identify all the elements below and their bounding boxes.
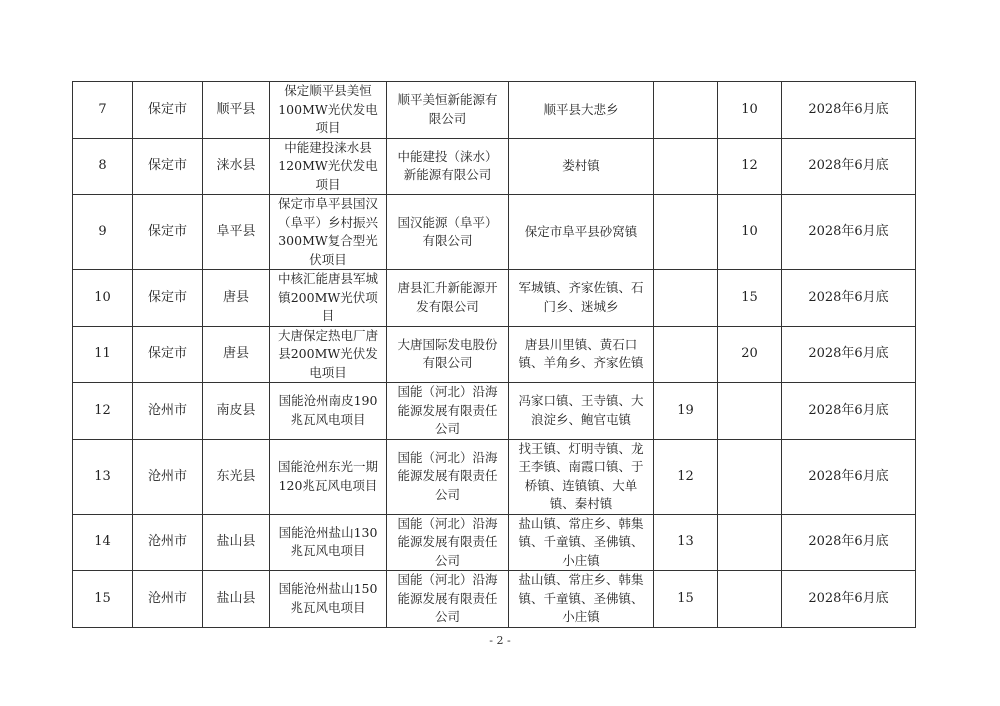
row-number-cell: 7 (73, 82, 133, 139)
county-cell: 涞水县 (203, 138, 270, 195)
row-number-cell: 14 (73, 514, 133, 571)
company-cell: 国能（河北）沿海能源发展有限责任公司 (387, 383, 509, 440)
location-cell: 盐山镇、常庄乡、韩集镇、千童镇、圣佛镇、小庄镇 (509, 571, 654, 628)
city-cell: 沧州市 (133, 514, 203, 571)
county-cell: 东光县 (203, 439, 270, 514)
county-cell: 阜平县 (203, 195, 270, 270)
deadline-cell: 2028年6月底 (782, 439, 916, 514)
project-name-cell: 国能沧州东光一期120兆瓦风电项目 (270, 439, 387, 514)
location-cell: 保定市阜平县砂窝镇 (509, 195, 654, 270)
location-cell: 顺平县大悲乡 (509, 82, 654, 139)
location-cell: 找王镇、灯明寺镇、龙王李镇、南霞口镇、于桥镇、连镇镇、大单镇、秦村镇 (509, 439, 654, 514)
row-number-cell: 10 (73, 270, 133, 327)
project-table-container (72, 81, 915, 628)
row-number-cell: 13 (73, 439, 133, 514)
solar-capacity-cell (718, 383, 782, 440)
city-cell: 保定市 (133, 138, 203, 195)
company-cell: 中能建投（涞水）新能源有限公司 (387, 138, 509, 195)
row-number-cell: 12 (73, 383, 133, 440)
solar-capacity-cell: 10 (718, 82, 782, 139)
deadline-cell: 2028年6月底 (782, 514, 916, 571)
table-row (73, 514, 916, 571)
row-number-cell: 9 (73, 195, 133, 270)
company-cell: 国能（河北）沿海能源发展有限责任公司 (387, 514, 509, 571)
wind-capacity-cell: 13 (654, 514, 718, 571)
solar-capacity-cell (718, 514, 782, 571)
company-cell: 顺平美恒新能源有限公司 (387, 82, 509, 139)
county-cell: 唐县 (203, 270, 270, 327)
county-cell: 盐山县 (203, 514, 270, 571)
location-cell: 冯家口镇、王寺镇、大浪淀乡、鲍官屯镇 (509, 383, 654, 440)
table-row (73, 82, 916, 139)
deadline-cell: 2028年6月底 (782, 383, 916, 440)
location-cell: 盐山镇、常庄乡、韩集镇、千童镇、圣佛镇、小庄镇 (509, 514, 654, 571)
table-row (73, 270, 916, 327)
company-cell: 国能（河北）沿海能源发展有限责任公司 (387, 571, 509, 628)
table-body (73, 82, 916, 628)
county-cell: 南皮县 (203, 383, 270, 440)
city-cell: 保定市 (133, 326, 203, 383)
city-cell: 保定市 (133, 82, 203, 139)
solar-capacity-cell (718, 571, 782, 628)
solar-capacity-cell: 15 (718, 270, 782, 327)
wind-capacity-cell (654, 326, 718, 383)
city-cell: 沧州市 (133, 439, 203, 514)
table-row (73, 326, 916, 383)
city-cell: 保定市 (133, 270, 203, 327)
company-cell: 国汉能源（阜平）有限公司 (387, 195, 509, 270)
project-table (72, 81, 916, 628)
wind-capacity-cell (654, 195, 718, 270)
project-name-cell: 保定顺平县美恒100MW光伏发电项目 (270, 82, 387, 139)
wind-capacity-cell (654, 138, 718, 195)
company-cell: 国能（河北）沿海能源发展有限责任公司 (387, 439, 509, 514)
city-cell: 保定市 (133, 195, 203, 270)
city-cell: 沧州市 (133, 571, 203, 628)
wind-capacity-cell: 12 (654, 439, 718, 514)
row-number-cell: 8 (73, 138, 133, 195)
project-name-cell: 国能沧州盐山130兆瓦风电项目 (270, 514, 387, 571)
deadline-cell: 2028年6月底 (782, 270, 916, 327)
location-cell: 娄村镇 (509, 138, 654, 195)
solar-capacity-cell (718, 439, 782, 514)
wind-capacity-cell: 15 (654, 571, 718, 628)
wind-capacity-cell (654, 82, 718, 139)
row-number-cell: 11 (73, 326, 133, 383)
project-name-cell: 中能建投涞水县120MW光伏发电项目 (270, 138, 387, 195)
deadline-cell: 2028年6月底 (782, 326, 916, 383)
project-name-cell: 中核汇能唐县军城镇200MW光伏项目 (270, 270, 387, 327)
deadline-cell: 2028年6月底 (782, 195, 916, 270)
wind-capacity-cell: 19 (654, 383, 718, 440)
table-row (73, 383, 916, 440)
table-row (73, 571, 916, 628)
deadline-cell: 2028年6月底 (782, 138, 916, 195)
city-cell: 沧州市 (133, 383, 203, 440)
deadline-cell: 2028年6月底 (782, 571, 916, 628)
solar-capacity-cell: 20 (718, 326, 782, 383)
county-cell: 唐县 (203, 326, 270, 383)
county-cell: 顺平县 (203, 82, 270, 139)
company-cell: 大唐国际发电股份有限公司 (387, 326, 509, 383)
wind-capacity-cell (654, 270, 718, 327)
table-row (73, 138, 916, 195)
project-name-cell: 国能沧州南皮190兆瓦风电项目 (270, 383, 387, 440)
row-number-cell: 15 (73, 571, 133, 628)
county-cell: 盐山县 (203, 571, 270, 628)
table-row (73, 195, 916, 270)
deadline-cell: 2028年6月底 (782, 82, 916, 139)
table-row (73, 439, 916, 514)
solar-capacity-cell: 10 (718, 195, 782, 270)
location-cell: 唐县川里镇、黄石口镇、羊角乡、齐家佐镇 (509, 326, 654, 383)
solar-capacity-cell: 12 (718, 138, 782, 195)
project-name-cell: 保定市阜平县国汉（阜平）乡村振兴300MW复合型光伏项目 (270, 195, 387, 270)
location-cell: 军城镇、齐家佐镇、石门乡、迷城乡 (509, 270, 654, 327)
project-name-cell: 大唐保定热电厂唐县200MW光伏发电项目 (270, 326, 387, 383)
project-name-cell: 国能沧州盐山150兆瓦风电项目 (270, 571, 387, 628)
page-number: - 2 - (489, 634, 511, 647)
company-cell: 唐县汇升新能源开发有限公司 (387, 270, 509, 327)
